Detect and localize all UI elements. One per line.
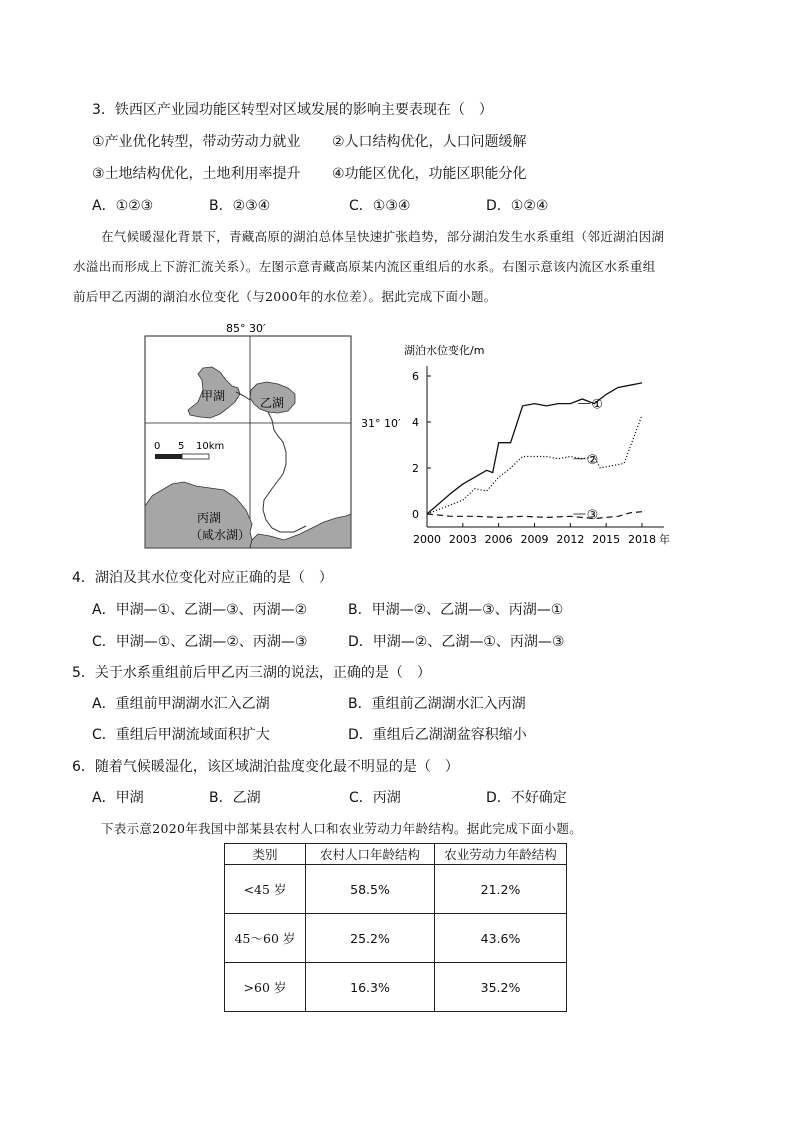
chart-xlabel: 年: [659, 533, 670, 546]
q6-option-a[interactable]: A．甲湖: [92, 790, 144, 806]
series-label-2: ②: [586, 452, 599, 468]
table-header-rural: 农村人口年龄结构: [306, 844, 435, 865]
x-tick-label: 2009: [520, 533, 549, 546]
table-cell-labor: 21.2%: [435, 865, 567, 914]
q3-item-1: ①产业优化转型，带动劳动力就业: [92, 134, 301, 150]
passage1-line-1: 在气候暖湿化背景下，青藏高原的湖泊总体呈快速扩张趋势，部分湖泊发生水系重组（邻近湖泊因湖: [101, 229, 665, 244]
q4-option-b[interactable]: B．甲湖—②、乙湖—③、丙湖—①: [348, 602, 564, 618]
series-line-1: [427, 383, 642, 514]
scale-0: 0: [154, 441, 161, 452]
lake-system-map: [140, 318, 410, 554]
table-row: [225, 963, 567, 1012]
scale-5: 5: [178, 441, 185, 452]
q6-option-c[interactable]: C．丙湖: [349, 790, 401, 806]
series-label-1: ①: [591, 397, 604, 413]
q4-stem: 4．湖泊及其水位变化对应正确的是（ ）: [72, 570, 333, 586]
q6-option-d[interactable]: D．不好确定: [486, 790, 567, 806]
lake-yi-label: 乙湖: [260, 396, 285, 410]
q6-option-b[interactable]: B．乙湖: [209, 790, 261, 806]
series-label-3: ③: [586, 508, 599, 523]
x-tick-label: 2000: [413, 533, 441, 546]
table-header-category: 类别: [225, 844, 306, 865]
table-row: [225, 914, 567, 963]
q4-option-a[interactable]: A．甲湖—①、乙湖—③、丙湖—②: [92, 602, 308, 618]
y-tick-label: 6: [412, 370, 419, 383]
lake-bing-label: 丙湖: [197, 511, 222, 525]
lake-bing-note: （咸水湖）: [190, 528, 251, 542]
table-cell-labor: 43.6%: [435, 914, 567, 963]
y-tick-label: 4: [412, 416, 419, 429]
q5-option-c[interactable]: C．重组后甲湖流域面积扩大: [92, 727, 270, 743]
q5-option-d[interactable]: D．重组后乙湖湖盆容积缩小: [348, 727, 527, 743]
lake-jia-label: 甲湖: [201, 389, 226, 403]
water-level-chart: [396, 336, 686, 546]
q3-item-4: ④功能区优化，功能区职能分化: [332, 166, 527, 182]
table-cell-category: <45 岁: [225, 865, 306, 914]
x-tick-label: 2018: [628, 533, 656, 546]
q6-stem: 6．随着气候暖湿化，该区域湖泊盐度变化最不明显的是（ ）: [72, 759, 459, 775]
y-tick-label: 2: [412, 462, 419, 475]
longitude-label: 85° 30′: [226, 322, 266, 335]
passage1-line-3: 前后甲乙丙湖的湖泊水位变化（与2000年的水位差）。据此完成下面小题。: [73, 289, 497, 304]
q5-option-b[interactable]: B．重组前乙湖湖水汇入丙湖: [348, 696, 526, 712]
y-tick-label: 0: [412, 508, 419, 521]
q3-item-2: ②人口结构优化，人口问题缓解: [332, 134, 527, 150]
series-line-2: [427, 415, 642, 514]
table-header-row: [225, 844, 567, 865]
x-tick-label: 2003: [448, 533, 477, 546]
q3-option-d[interactable]: D．①②④: [486, 198, 549, 214]
x-tick-label: 2012: [556, 533, 585, 546]
table-cell-rural: 25.2%: [306, 914, 435, 963]
q3-option-b[interactable]: B．②③④: [209, 198, 271, 214]
table-cell-labor: 35.2%: [435, 963, 567, 1012]
q5-option-a[interactable]: A．重组前甲湖湖水汇入乙湖: [92, 696, 270, 712]
scale-bar-light: [182, 454, 209, 459]
scale-10km: 10km: [196, 441, 225, 452]
age-structure-table: [224, 843, 567, 1012]
x-tick-label: 2006: [484, 533, 513, 546]
table-cell-rural: 58.5%: [306, 865, 435, 914]
table-header-labor: 农业劳动力年龄结构: [435, 844, 567, 865]
series-line-3: [427, 512, 642, 519]
passage1-line-2: 水溢出而形成上下游汇流关系）。左图示意青藏高原某内流区重组后的水系。右图示意该内流区水系重组: [73, 259, 656, 274]
q5-stem: 5．关于水系重组前后甲乙丙三湖的说法，正确的是（ ）: [72, 665, 431, 681]
q3-stem: 3．铁西区产业园功能区转型对区域发展的影响主要表现在（ ）: [92, 102, 493, 118]
scale-bar-dark: [155, 454, 182, 459]
table-cell-rural: 16.3%: [306, 963, 435, 1012]
q3-item-3: ③土地结构优化，土地利用率提升: [92, 166, 301, 182]
q4-option-c[interactable]: C．甲湖—①、乙湖—②、丙湖—③: [92, 634, 308, 650]
table-cell-category: 45～60 岁: [225, 914, 306, 963]
q3-option-a[interactable]: A．①②③: [92, 198, 154, 214]
table-cell-category: >60 岁: [225, 963, 306, 1012]
table-row: [225, 865, 567, 914]
q3-option-c[interactable]: C．①③④: [349, 198, 411, 214]
latitude-label: 31° 10′: [361, 417, 401, 430]
chart-ylabel: 湖泊水位变化/m: [404, 344, 485, 357]
passage2: 下表示意2020年我国中部某县农村人口和农业劳动力年龄结构。据此完成下面小题。: [101, 821, 583, 836]
x-tick-label: 2015: [592, 533, 621, 546]
q4-option-d[interactable]: D．甲湖—②、乙湖—①、丙湖—③: [348, 634, 565, 650]
